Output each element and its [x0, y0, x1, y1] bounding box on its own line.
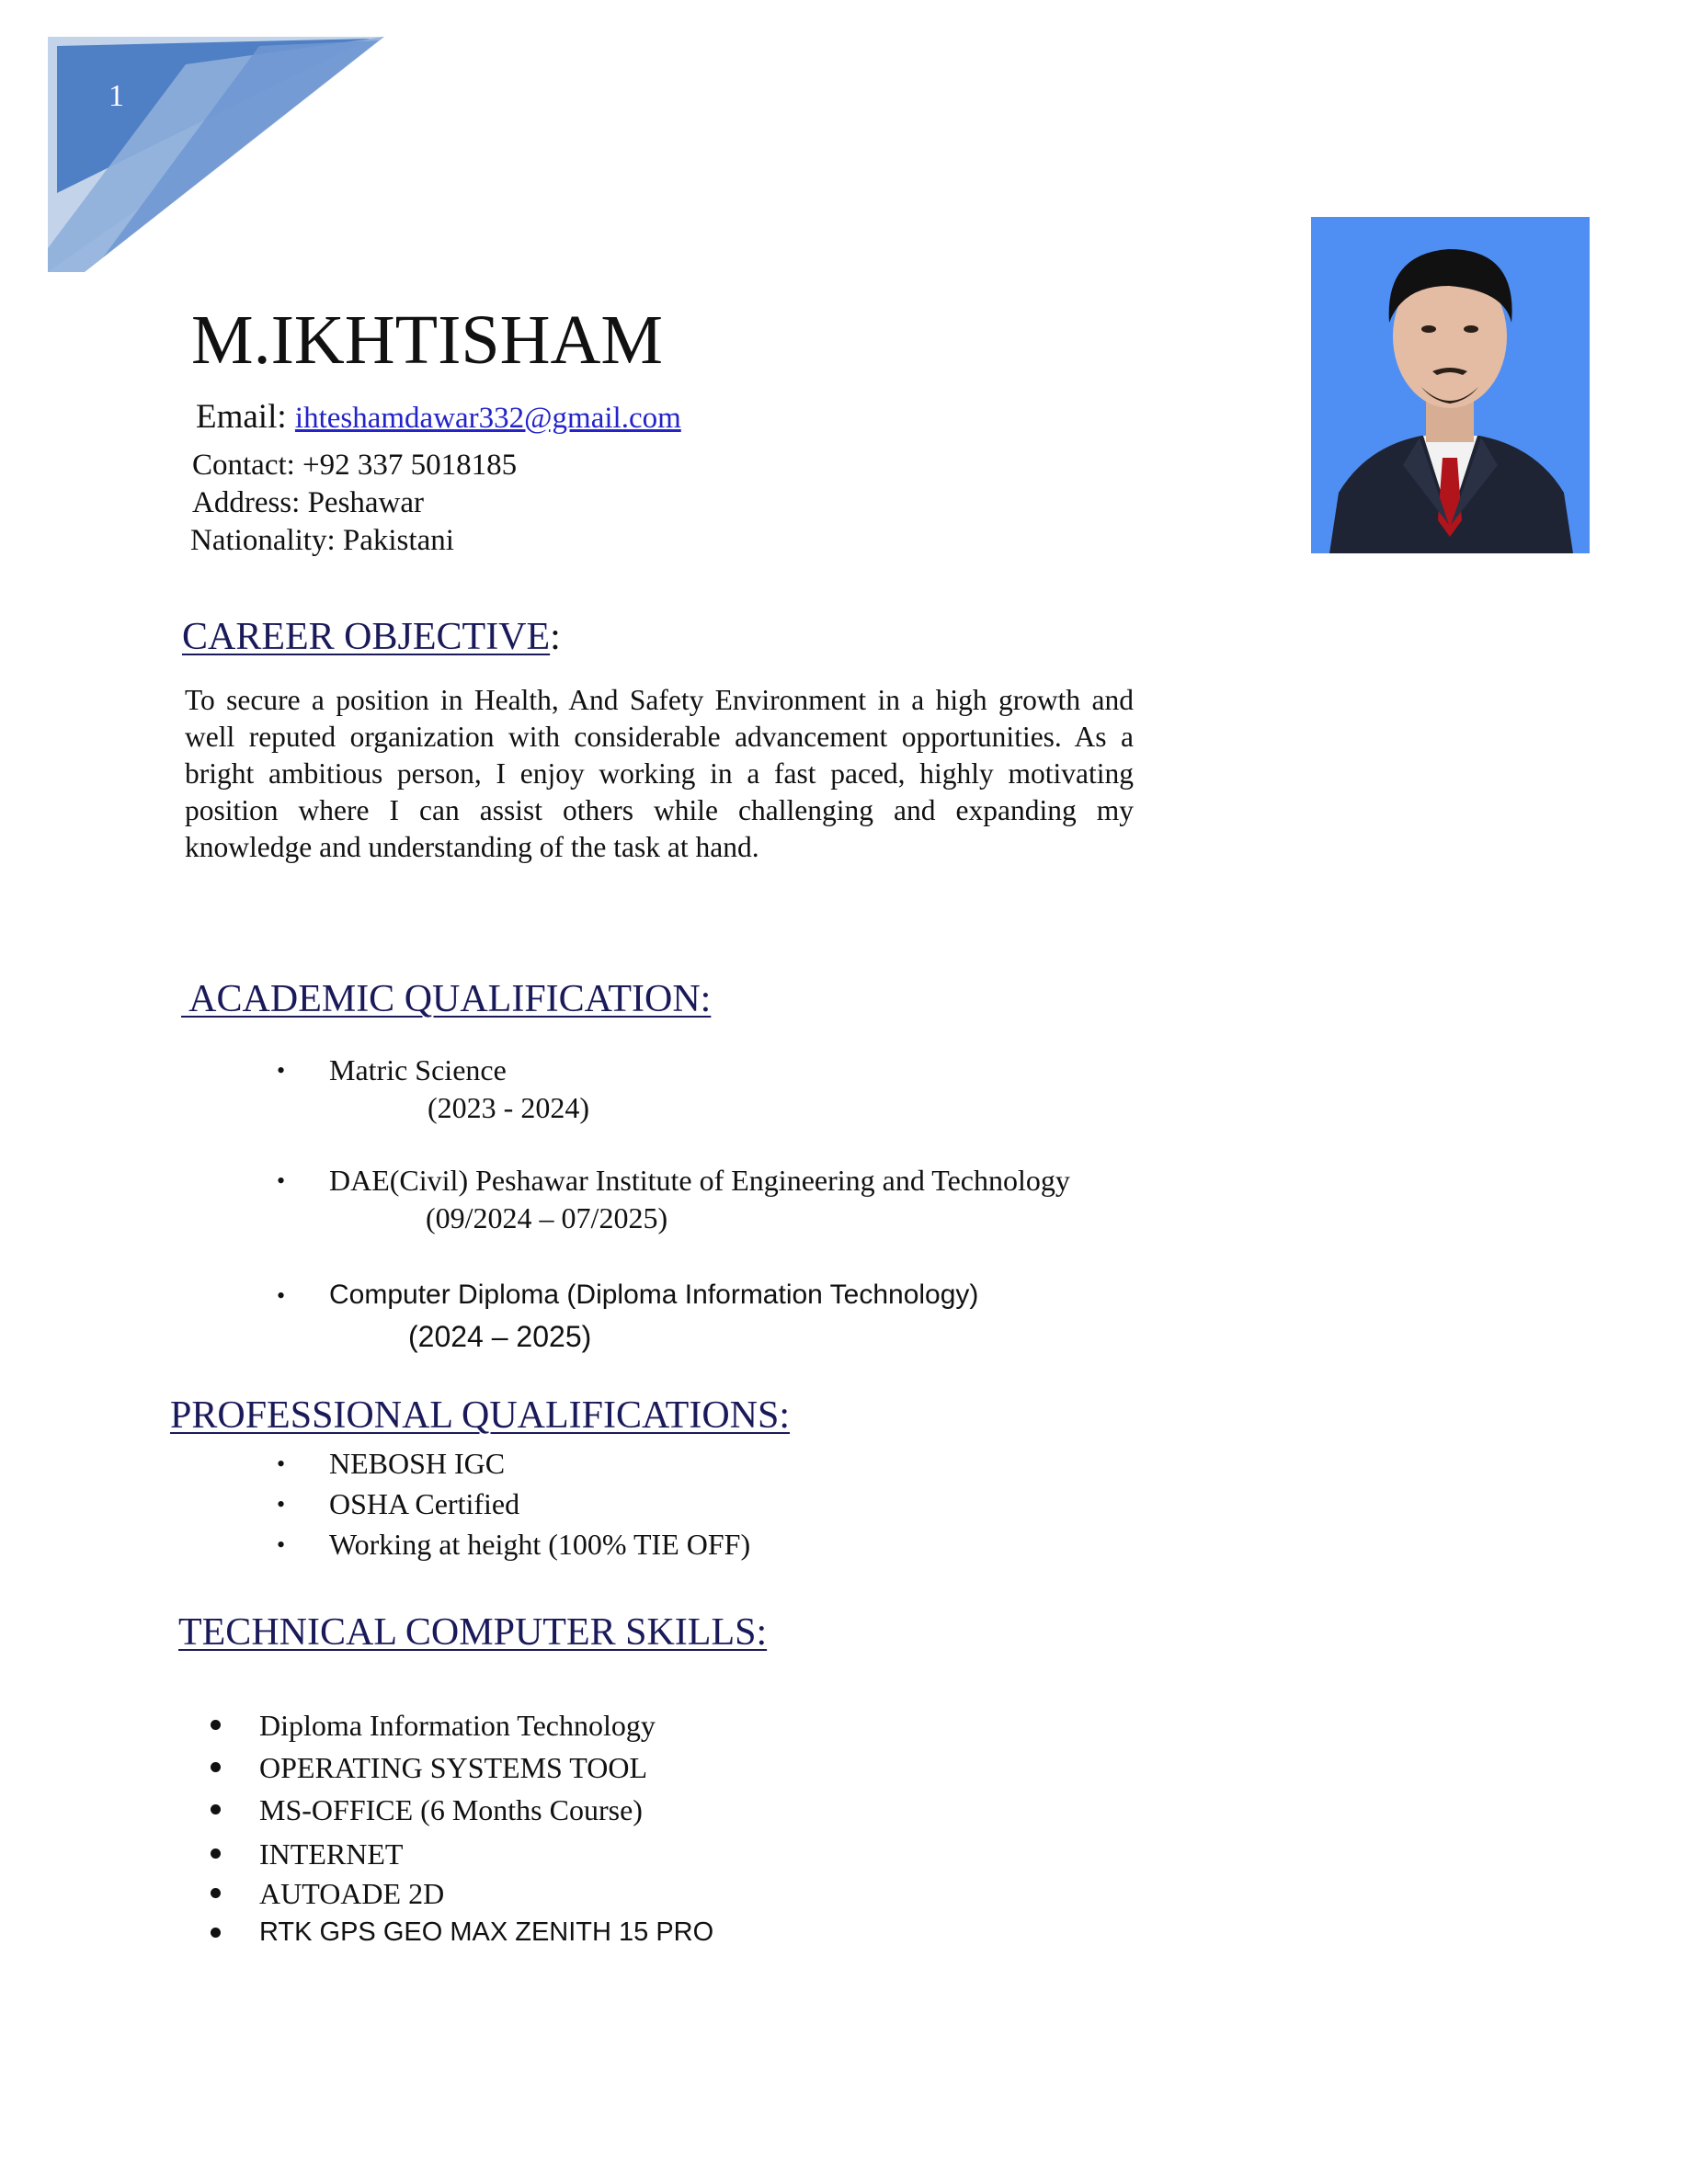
- bullet-icon: [211, 1720, 221, 1730]
- candidate-name: M.IKHTISHAM: [191, 301, 663, 379]
- nationality-info: Nationality: Pakistani: [190, 524, 454, 557]
- bullet-icon: •: [277, 1057, 286, 1084]
- bullet-icon: •: [277, 1450, 286, 1477]
- bullet-icon: [211, 1888, 221, 1898]
- academic-item-period: (2023 - 2024): [428, 1091, 589, 1124]
- bullet-icon: [211, 1928, 221, 1938]
- bullet-icon: [211, 1804, 221, 1814]
- career-objective-colon: :: [550, 616, 561, 658]
- email-row: [196, 397, 681, 437]
- bullet-icon: •: [277, 1491, 286, 1518]
- technical-item: Diploma Information Technology: [259, 1709, 656, 1742]
- technical-item: INTERNET: [259, 1837, 404, 1871]
- corner-decoration: [48, 37, 384, 272]
- profile-photo: [1311, 217, 1590, 553]
- bullet-icon: •: [277, 1531, 286, 1558]
- technical-heading: TECHNICAL COMPUTER SKILLS:: [178, 1611, 768, 1654]
- professional-item: OSHA Certified: [329, 1487, 520, 1520]
- technical-item: OPERATING SYSTEMS TOOL: [259, 1751, 647, 1784]
- professional-item: Working at height (100% TIE OFF): [329, 1528, 751, 1561]
- email-link[interactable]: ihteshamdawar332@gmail.com: [294, 402, 681, 435]
- academic-item-name: Matric Science: [329, 1053, 507, 1086]
- technical-item: AUTOADE 2D: [259, 1877, 445, 1910]
- bullet-icon: [211, 1762, 221, 1772]
- academic-item-name: DAE(Civil) Peshawar Institute of Engineering and Technology: [329, 1164, 1070, 1197]
- professional-item: NEBOSH IGC: [329, 1447, 506, 1480]
- academic-item-name: Computer Diploma (Diploma Information Technology): [329, 1280, 979, 1310]
- career-objective-heading: [182, 618, 561, 656]
- email-label: Email:: [196, 398, 287, 436]
- address-info: Address: Peshawar: [192, 486, 425, 519]
- academic-heading: ACADEMIC QUALIFICATION:: [181, 978, 712, 1020]
- professional-heading: PROFESSIONAL QUALIFICATIONS:: [170, 1394, 791, 1437]
- contact-info: Contact: +92 337 5018185: [192, 449, 518, 482]
- technical-item: MS-OFFICE (6 Months Course): [259, 1793, 643, 1826]
- bullet-icon: •: [277, 1167, 286, 1194]
- career-objective-title: CAREER OBJECTIVE: [182, 616, 551, 658]
- academic-item-period: (09/2024 – 07/2025): [426, 1201, 668, 1234]
- page-number: 1: [108, 79, 124, 113]
- academic-item-period: (2024 – 2025): [408, 1320, 592, 1353]
- bullet-icon: •: [277, 1282, 286, 1309]
- technical-item: RTK GPS GEO MAX ZENITH 15 PRO: [259, 1917, 714, 1947]
- career-objective-text: To secure a position in Health, And Safety Environment in a high growth and well reputed organization with considerable advancement opportunities. As a bright ambitious person, I enjoy working in a fast paced, highly motivating position where I can assist others while challenging and expanding my knowledge and understanding of the task at hand.: [185, 684, 1134, 863]
- bullet-icon: [211, 1848, 221, 1859]
